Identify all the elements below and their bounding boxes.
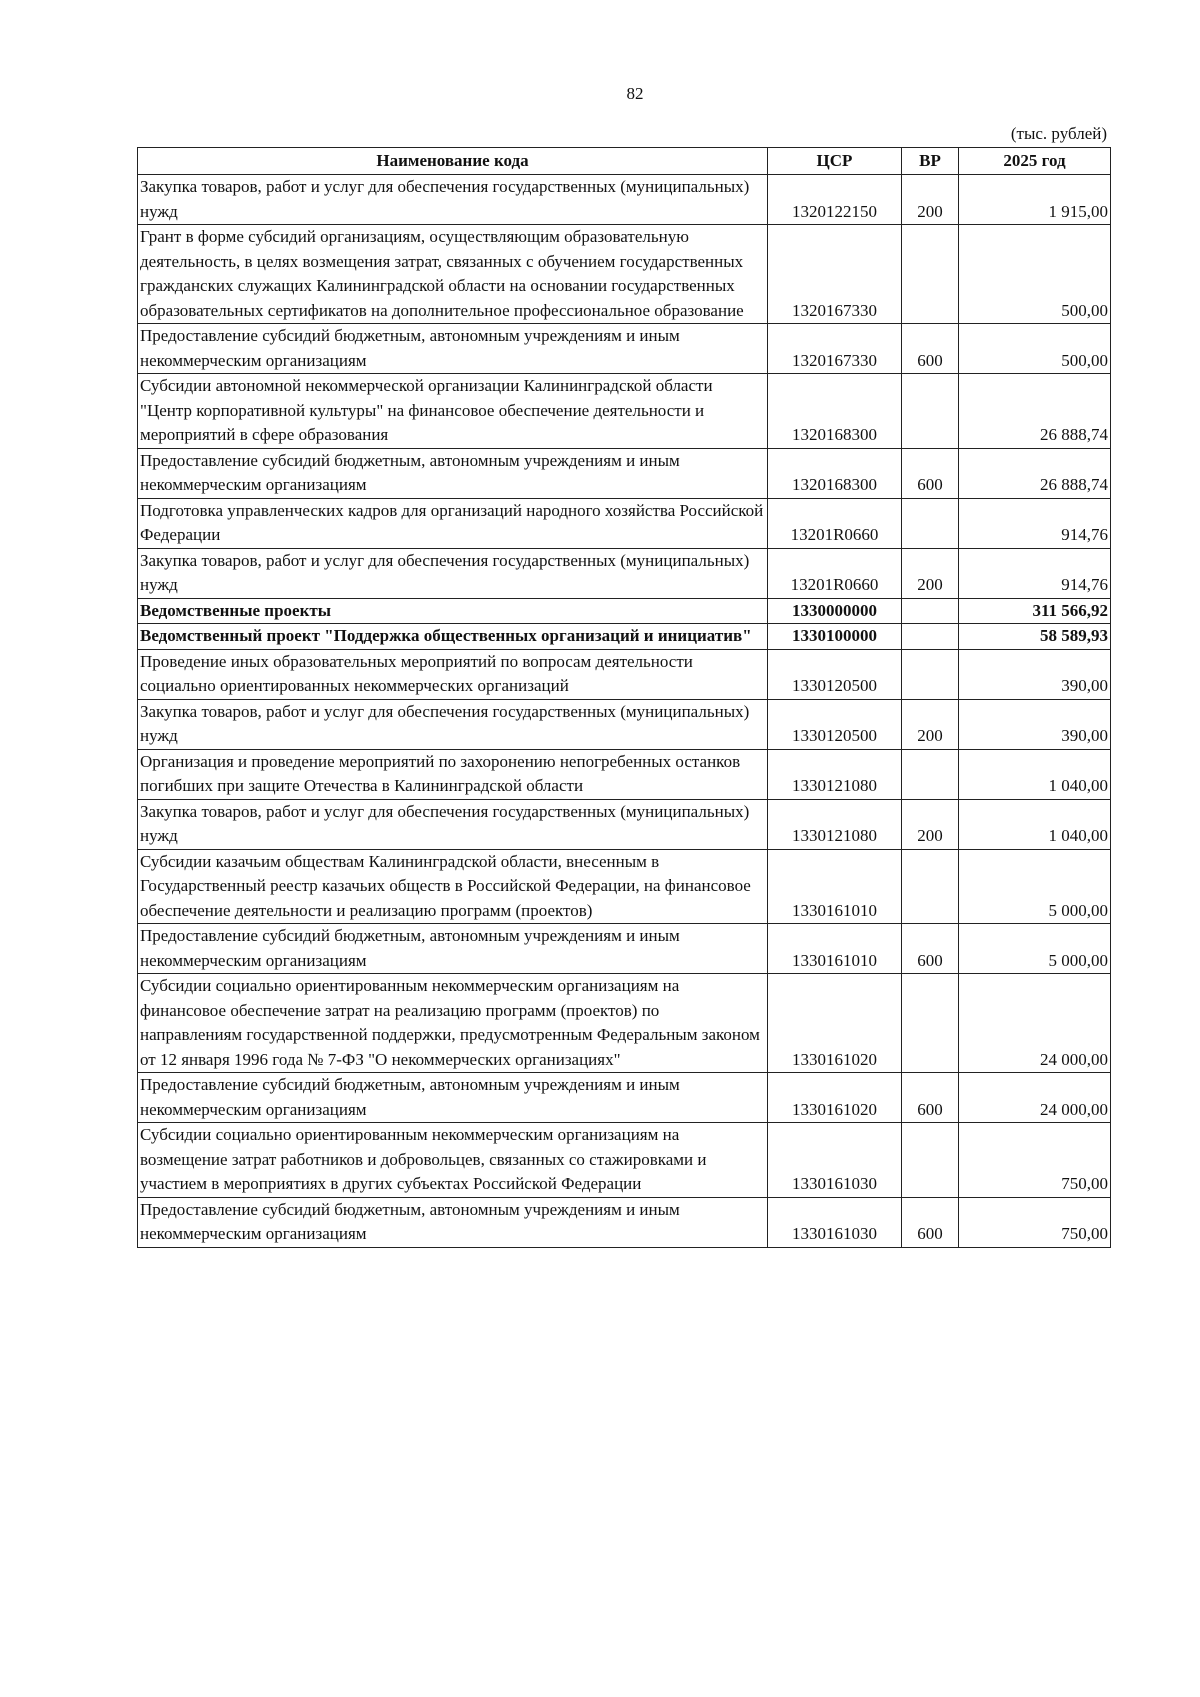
cell-vr [902,649,959,699]
cell-csr: 1330120500 [768,649,902,699]
cell-vr: 600 [902,1073,959,1123]
header-csr: ЦСР [768,148,902,175]
cell-name: Предоставление субсидий бюджетным, автономным учреждениям и иным некоммерческим организациям [138,324,768,374]
cell-name: Организация и проведение мероприятий по захоронению непогребенных останков погибших при защите Отечества в Калининградской области [138,749,768,799]
units-label: (тыс. рублей) [1010,124,1107,143]
cell-csr: 1320168300 [768,374,902,449]
cell-csr: 1330161030 [768,1197,902,1247]
cell-sum: 500,00 [959,324,1111,374]
table-row [138,1197,1111,1247]
cell-sum: 58 589,93 [959,624,1111,650]
cell-csr: 1320168300 [768,448,902,498]
cell-csr: 1330161030 [768,1123,902,1198]
cell-name: Субсидии автономной некоммерческой организации Калининградской области "Центр корпоративной культуры" на финансовое обеспечение деятельности и мероприятий в сфере образования [138,374,768,449]
cell-sum: 390,00 [959,699,1111,749]
cell-vr [902,1123,959,1198]
table-row [138,225,1111,324]
cell-csr: 1320122150 [768,175,902,225]
cell-sum: 750,00 [959,1123,1111,1198]
cell-vr [902,624,959,650]
cell-name: Субсидии казачьим обществам Калининградской области, внесенным в Государственный реестр казачьих обществ в Российской Федерации, на финансовое обеспечение деятельности и реализацию программ (проектов) [138,849,768,924]
header-row [138,148,1111,175]
table-row [138,448,1111,498]
cell-sum: 914,76 [959,548,1111,598]
cell-vr: 600 [902,324,959,374]
cell-name: Закупка товаров, работ и услуг для обеспечения государственных (муниципальных) нужд [138,175,768,225]
table-row [138,1123,1111,1198]
cell-sum: 26 888,74 [959,448,1111,498]
cell-csr: 13201R0660 [768,548,902,598]
cell-sum: 390,00 [959,649,1111,699]
cell-csr: 1330121080 [768,749,902,799]
cell-vr [902,849,959,924]
cell-sum: 750,00 [959,1197,1111,1247]
header-sum: 2025 год [959,148,1111,175]
cell-sum: 1 915,00 [959,175,1111,225]
cell-csr: 1320167330 [768,225,902,324]
cell-sum: 1 040,00 [959,799,1111,849]
table-row [138,649,1111,699]
cell-csr: 13201R0660 [768,498,902,548]
cell-csr: 1320167330 [768,324,902,374]
cell-name: Закупка товаров, работ и услуг для обеспечения государственных (муниципальных) нужд [138,699,768,749]
cell-name: Закупка товаров, работ и услуг для обеспечения государственных (муниципальных) нужд [138,548,768,598]
table-row [138,374,1111,449]
cell-sum: 26 888,74 [959,374,1111,449]
cell-name: Ведомственные проекты [138,598,768,624]
cell-csr: 1330000000 [768,598,902,624]
cell-name: Грант в форме субсидий организациям, осуществляющим образовательную деятельность, в целях возмещения затрат, связанных с обучением государственных гражданских служащих Калининградской области на основании государственных образовательных сертификатов на дополнительное профессиональное образование [138,225,768,324]
cell-csr: 1330120500 [768,699,902,749]
cell-name: Субсидии социально ориентированным некоммерческим организациям на возмещение затрат работников и добровольцев, связанных со стажировками и участием в мероприятиях в других субъектах Российской Федерации [138,1123,768,1198]
cell-name: Субсидии социально ориентированным некоммерческим организациям на финансовое обеспечение затрат на реализацию программ (проектов) по направлениям государственной поддержки, предусмотренным Федеральным законом от 12 января 1996 года № 7-ФЗ "О некоммерческих организациях" [138,974,768,1073]
cell-csr: 1330100000 [768,624,902,650]
cell-name: Ведомственный проект "Поддержка общественных организаций и инициатив" [138,624,768,650]
cell-vr: 200 [902,699,959,749]
cell-sum: 311 566,92 [959,598,1111,624]
cell-csr: 1330121080 [768,799,902,849]
header-name: Наименование кода [138,148,768,175]
cell-vr: 200 [902,175,959,225]
cell-vr [902,374,959,449]
table-row [138,624,1111,650]
table-row [138,1073,1111,1123]
cell-name: Предоставление субсидий бюджетным, автономным учреждениям и иным некоммерческим организациям [138,448,768,498]
table-row [138,548,1111,598]
table-row [138,799,1111,849]
cell-vr: 200 [902,548,959,598]
cell-sum: 24 000,00 [959,974,1111,1073]
cell-csr: 1330161020 [768,974,902,1073]
table-row [138,175,1111,225]
table-row [138,974,1111,1073]
cell-vr: 600 [902,448,959,498]
cell-vr: 600 [902,924,959,974]
cell-name: Предоставление субсидий бюджетным, автономным учреждениям и иным некоммерческим организациям [138,1197,768,1247]
cell-name: Закупка товаров, работ и услуг для обеспечения государственных (муниципальных) нужд [138,799,768,849]
cell-sum: 914,76 [959,498,1111,548]
table-row [138,699,1111,749]
table-row [138,324,1111,374]
cell-vr: 200 [902,799,959,849]
cell-sum: 5 000,00 [959,924,1111,974]
cell-name: Предоставление субсидий бюджетным, автономным учреждениям и иным некоммерческим организациям [138,1073,768,1123]
cell-csr: 1330161010 [768,849,902,924]
table-row [138,849,1111,924]
cell-sum: 500,00 [959,225,1111,324]
table-row [138,924,1111,974]
cell-sum: 1 040,00 [959,749,1111,799]
table-row [138,749,1111,799]
cell-vr [902,598,959,624]
cell-csr: 1330161010 [768,924,902,974]
cell-vr [902,498,959,548]
table-row [138,598,1111,624]
cell-name: Подготовка управленческих кадров для организаций народного хозяйства Российской Федерации [138,498,768,548]
cell-name: Проведение иных образовательных мероприятий по вопросам деятельности социально ориентированных некоммерческих организаций [138,649,768,699]
page-number: 82 [626,84,644,103]
cell-vr [902,225,959,324]
cell-vr [902,749,959,799]
cell-sum: 5 000,00 [959,849,1111,924]
cell-vr [902,974,959,1073]
table-row [138,498,1111,548]
budget-table [137,147,1111,1248]
cell-vr: 600 [902,1197,959,1247]
cell-sum: 24 000,00 [959,1073,1111,1123]
cell-name: Предоставление субсидий бюджетным, автономным учреждениям и иным некоммерческим организациям [138,924,768,974]
header-vr: ВР [902,148,959,175]
cell-csr: 1330161020 [768,1073,902,1123]
table-body [138,175,1111,1248]
